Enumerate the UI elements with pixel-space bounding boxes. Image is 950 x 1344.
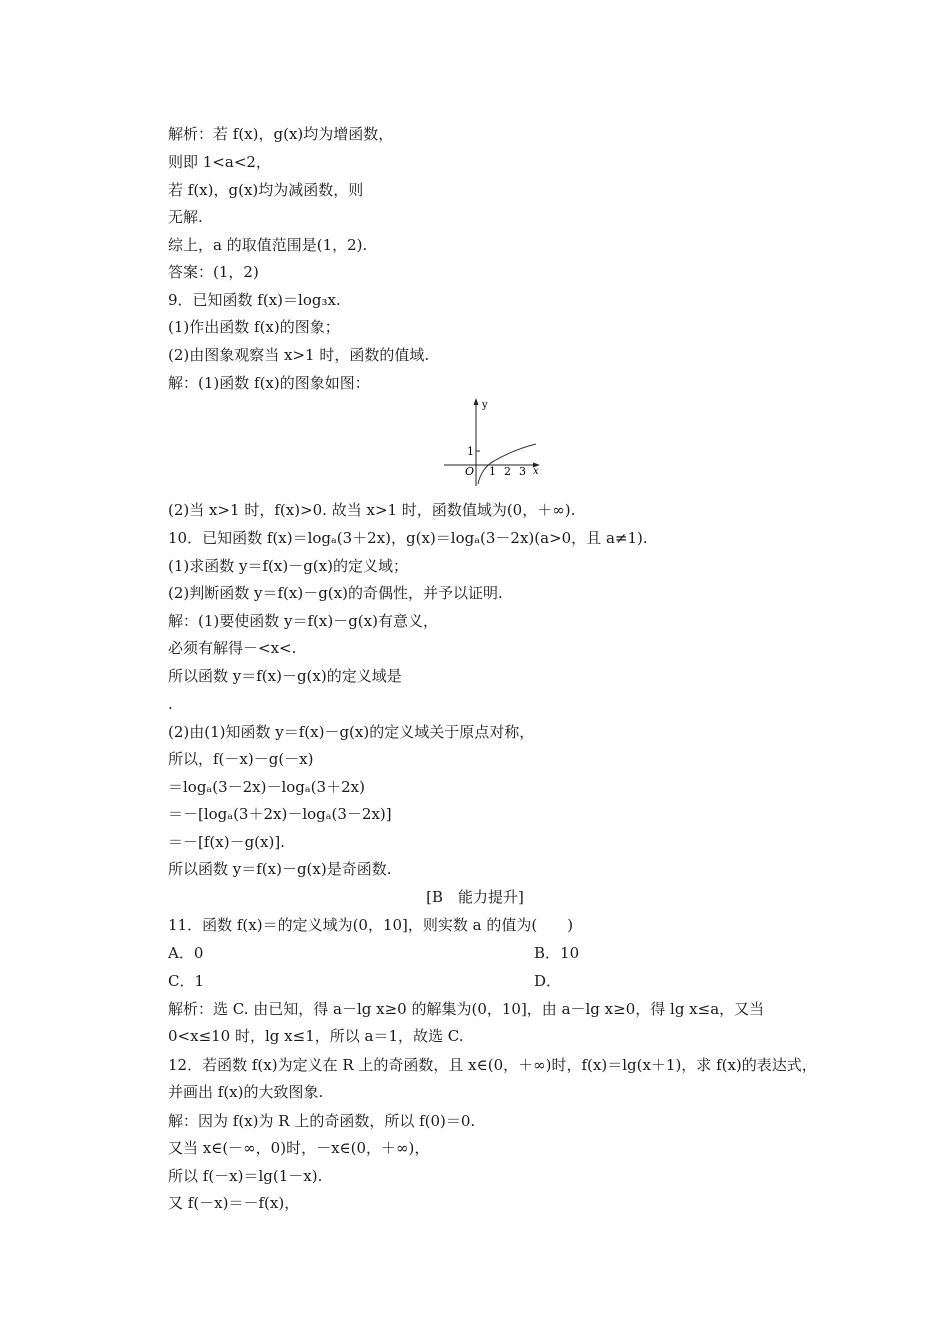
origin-label: O — [465, 465, 475, 478]
text-line: ＝－[logₐ(3＋2x)－logₐ(3－2x)] — [168, 805, 392, 823]
x-axis-label: x — [533, 466, 539, 477]
option-d: D． — [534, 972, 562, 990]
text-line: 则即 1<a<2， — [168, 153, 271, 171]
text-line: (1)求函数 y＝f(x)－g(x)的定义域； — [168, 557, 408, 575]
question-11-analysis: 解析：选 C. 由已知，得 a－lg x≥0 的解集为(0，10]，由 a－lg x≥0，得 lg x≤a，又当 0<x≤10 时，lg x≤1，所以 a＝1，故选 C. — [168, 1000, 765, 1045]
option-b: B．10 — [534, 944, 580, 962]
text-line: 又 f(－x)＝－f(x)， — [168, 1194, 300, 1212]
text-line: ＝logₐ(3－2x)－logₐ(3＋2x) — [168, 778, 365, 796]
text-line: 9．已知函数 f(x)＝log₃x. — [168, 291, 341, 309]
text-line: . — [168, 695, 173, 713]
question-11: 11．函数 f(x)＝的定义域为(0，10]，则实数 a 的值为( ) — [168, 916, 574, 934]
text-line: (1)作出函数 f(x)的图象； — [168, 318, 340, 336]
text-line: 所以函数 y＝f(x)－g(x)是奇函数. — [168, 860, 392, 878]
x-tick-label: 2 — [504, 465, 511, 478]
text-line: (2)当 x>1 时，f(x)>0. 故当 x>1 时，函数值域为(0，＋∞). — [168, 501, 576, 519]
text-line: ＝－[f(x)－g(x)]. — [168, 833, 285, 851]
text-line: 若 f(x)，g(x)均为减函数，则 — [168, 181, 364, 199]
text-line: 答案：(1，2) — [168, 263, 259, 281]
log-curve — [478, 444, 536, 484]
text-line: (2)由图象观察当 x>1 时，函数的值域. — [168, 346, 430, 364]
text-line: 所以 f(－x)＝lg(1－x). — [168, 1167, 323, 1185]
text-line: (2)由(1)知函数 y＝f(x)－g(x)的定义域关于原点对称， — [168, 723, 535, 741]
text-line: 所以函数 y＝f(x)－g(x)的定义域是 — [168, 667, 402, 685]
text-line: 必须有解得－<x<. — [168, 639, 297, 657]
text-line: 解析：若 f(x)，g(x)均为增函数， — [168, 125, 394, 143]
text-line: 解：因为 f(x)为 R 上的奇函数，所以 f(0)＝0. — [168, 1112, 476, 1130]
text-line: 综上，a 的取值范围是(1，2). — [168, 236, 368, 254]
text-line: 又当 x∈(－∞，0)时，－x∈(0，＋∞)， — [168, 1139, 430, 1157]
question-12: 12．若函数 f(x)为定义在 R 上的奇函数，且 x∈(0，＋∞)时，f(x)＝lg(x＋1)，求 f(x)的表达式，并画出 f(x)的大致图象. — [168, 1056, 817, 1101]
y-axis-arrow — [474, 398, 479, 405]
text-line: 无解. — [168, 208, 203, 226]
y-axis-label: y — [482, 400, 488, 411]
text-line: 所以，f(－x)－g(－x) — [168, 750, 314, 768]
section-title: [B 能力提升] — [426, 888, 524, 906]
text-line: 10．已知函数 f(x)＝logₐ(3＋2x)，g(x)＝logₐ(3－2x)(a>0，且 a≠1). — [168, 529, 648, 547]
text-line: 解：(1)函数 f(x)的图象如图： — [168, 374, 370, 392]
option-c: C．1 — [168, 972, 205, 990]
function-graph — [438, 396, 548, 488]
text-line: 解：(1)要使函数 y＝f(x)－g(x)有意义， — [168, 612, 438, 630]
text-line: (2)判断函数 y＝f(x)－g(x)的奇偶性，并予以证明. — [168, 584, 503, 602]
option-a: A．0 — [168, 944, 204, 962]
y-tick-label: 1 — [467, 445, 474, 458]
x-tick-label: 1 — [489, 465, 496, 478]
x-tick-label: 3 — [519, 465, 526, 478]
